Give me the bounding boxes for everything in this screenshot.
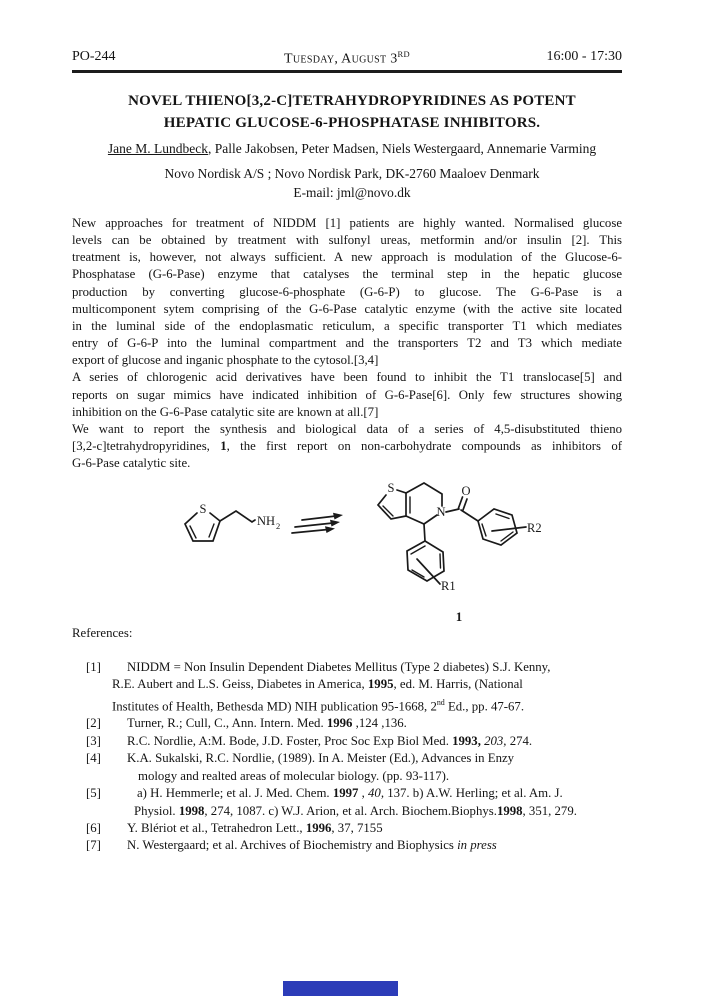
reference-label: [2] — [86, 716, 101, 731]
text-segment: We want to report the synthesis and biological data of a series of 4,5-disubstituted thieno — [72, 421, 622, 436]
text-line — [72, 266, 622, 283]
text-segment: Phosphatase (G-6-Pase) enzyme that catalyses the terminal step in the hepatic glucose — [72, 267, 622, 282]
text-segment: N. Westergaard; et al. Archives of Biochemistry and Biophysics — [127, 838, 458, 853]
ring-nitrogen-label: N — [436, 505, 446, 519]
text-line — [72, 369, 622, 386]
bottom-nav-bar[interactable] — [283, 981, 398, 996]
reference-item — [72, 659, 622, 715]
text-segment: 137. b) A.W. Herling; et al. Am. J. — [384, 786, 563, 801]
text-line — [72, 284, 622, 301]
product-sulfur-label: S — [387, 481, 395, 495]
reference-text — [127, 820, 622, 837]
text-segment: , — [358, 786, 369, 801]
text-segment: Institutes of Health, Bethesda MD) NIH publication 95-1668, 2 — [112, 699, 437, 714]
text-segment: 1998 — [496, 803, 523, 818]
title-line-2: HEPATIC GLUCOSE-6-PHOSPHATASE INHIBITORS. — [163, 115, 541, 131]
reference-label: [1] — [86, 660, 101, 674]
text-line — [72, 421, 622, 438]
reference-item — [72, 837, 622, 854]
text-segment: 1 — [220, 439, 227, 454]
text-line — [72, 318, 622, 335]
compound-number-label: 1 — [455, 609, 463, 624]
text-segment: Ed., pp. 47-67. — [444, 699, 525, 714]
text-segment: , 37, 7155 — [331, 820, 383, 835]
text-segment: 1996 — [326, 716, 353, 731]
text-line — [137, 785, 622, 802]
text-segment: Y. Blériot et al., Tetrahedron Lett., — [127, 820, 306, 835]
text-segment: ,124 ,136. — [352, 716, 407, 731]
text-segment: 1997 — [332, 786, 359, 801]
text-segment: in press — [457, 838, 497, 853]
affiliation-line: Novo Nordisk A/S ; Novo Nordisk Park, DK-2760 Maaloev Denmark — [164, 166, 540, 181]
text-segment: export of glucose and inganic phosphate to the cytosol.[3,4] — [72, 353, 379, 368]
text-segment: 274. — [506, 733, 533, 748]
text-segment: multicomponent sytem comprising of the G-6-Pase catalytic enzyme (with the active site located — [72, 301, 622, 316]
session-time: 16:00 - 17:30 — [546, 49, 622, 64]
text-line — [72, 404, 622, 421]
reference-item — [72, 785, 622, 820]
text-segment: 40, — [368, 786, 385, 801]
text-segment: 1995 — [367, 677, 394, 692]
text-line — [72, 352, 622, 369]
text-line — [134, 803, 622, 820]
session-date-main: Tuesday, August 3 — [284, 51, 398, 67]
text-segment: entry of G-6-P into the luminal compartment and the transporters T2 and T3 which mediate — [72, 336, 622, 351]
text-segment: Physiol. — [134, 803, 179, 818]
carbonyl-oxygen-label: O — [461, 484, 471, 498]
text-line — [127, 837, 622, 854]
reference-label: [4] — [86, 751, 101, 766]
text-segment: production by converting glucose-6-phosphate (G-6-P) to glucose. The G-6-Pase is a — [72, 284, 622, 299]
text-segment: treatment is, however, not always sufficient. A new approach is modulation of the Glucose-6- — [72, 250, 622, 265]
text-segment: [3,2-c]tetrahydropyridines, — [72, 439, 221, 454]
reaction-scheme — [60, 460, 640, 640]
reference-label: [6] — [86, 820, 101, 835]
text-segment: levels can be obtained by treatment with sulfonyl ureas, metformin and/or insulin [2]. This — [72, 233, 622, 248]
text-segment: 1998 — [178, 803, 205, 818]
text-segment: R.C. Nordlie, A:M. Bode, J.D. Foster, Proc Soc Exp Biol Med. — [127, 733, 453, 748]
text-line — [127, 733, 622, 750]
text-segment: 1993, — [452, 733, 481, 748]
text-line — [138, 768, 622, 785]
text-segment: Jane M. Lundbeck — [107, 141, 209, 156]
text-segment: a) H. Hemmerle; et al. J. Med. Chem. — [137, 786, 333, 801]
reference-label: [5] — [86, 786, 101, 801]
header-divider — [72, 70, 622, 73]
session-date — [72, 49, 622, 68]
text-segment: Turner, R.; Cull, C., Ann. Intern. Med. — [127, 716, 327, 731]
text-line — [72, 215, 622, 232]
reference-label: [7] — [86, 838, 101, 853]
reactant-sulfur-label: S — [199, 502, 207, 516]
text-line — [127, 659, 622, 676]
text-segment: 203, — [484, 733, 507, 748]
text-segment: NIDDM = Non Insulin Dependent Diabetes Mellitus (Type 2 diabetes) S.J. Kenny, — [127, 660, 551, 674]
r1-label: R1 — [441, 579, 456, 593]
references-heading: References: — [72, 626, 133, 640]
reference-text — [127, 837, 622, 854]
text-segment: , Palle Jakobsen, Peter Madsen, Niels Westergaard, Annemarie Varming — [208, 141, 597, 156]
page-header — [72, 49, 622, 69]
text-segment: A series of chlorogenic acid derivatives have been found to inhibit the T1 translocase[5] and — [72, 370, 622, 385]
text-line — [72, 335, 622, 352]
text-line — [72, 438, 622, 455]
text-line — [72, 232, 622, 249]
text-segment: R.E. Aubert and L.S. Geiss, Diabetes in America, — [112, 677, 368, 692]
text-line — [127, 820, 622, 837]
reference-label: [3] — [86, 733, 101, 748]
text-segment: reports on sugar mimics have indicated inhibition of G-6-Pase[6]. Only few structures showing — [72, 387, 622, 402]
reference-item — [72, 715, 622, 732]
text-segment: , 274, 1087. c) W.J. Arion, et al. Arch. Biochem.Biophys. — [204, 803, 497, 818]
reference-item — [72, 820, 622, 837]
scheme-bonds — [185, 483, 526, 584]
text-segment: K.A. Sukalski, R.C. Nordlie, (1989). In A. Meister (Ed.), Advances in Enzy — [127, 751, 515, 766]
text-line — [72, 301, 622, 318]
text-line — [127, 715, 622, 732]
amine-subscript: 2 — [276, 521, 281, 531]
reference-text — [127, 715, 622, 732]
reference-item — [72, 750, 622, 785]
reference-text — [127, 733, 622, 750]
title-line-1: NOVEL THIENO[3,2-C]TETRAHYDROPYRIDINES AS POTENT — [128, 93, 576, 109]
text-segment: , ed. M. Harris, (National — [393, 677, 523, 692]
text-line — [112, 694, 622, 716]
text-segment: , the first report on non-carbohydrate compounds as inhibitors of — [226, 439, 622, 454]
reference-text — [127, 785, 622, 820]
text-line — [112, 676, 622, 693]
text-line — [72, 387, 622, 404]
text-segment: 1996 — [305, 820, 332, 835]
email-line: E-mail: jml@novo.dk — [293, 185, 411, 200]
text-segment: mology and realted areas of molecular biology. (pp. 93-117). — [138, 768, 450, 783]
authors-line — [52, 141, 652, 157]
text-segment: inhibition on the G-6-Pase catalytic site are known at all.[7] — [72, 404, 379, 419]
text-segment: New approaches for treatment of NIDDM [1] patients are highly wanted. Normalised glucose — [72, 216, 622, 230]
amine-label: NH — [257, 514, 276, 528]
text-line — [127, 750, 622, 767]
r2-label: R2 — [527, 521, 542, 535]
reference-item — [72, 733, 622, 750]
text-line — [72, 249, 622, 266]
text-segment: nd — [436, 697, 445, 707]
reference-text — [127, 750, 622, 785]
references-list — [72, 659, 622, 855]
abstract-body — [72, 215, 622, 472]
text-segment: in the luminal side of the endoplasmatic reticulum, a specific transporter T1 which mediates — [72, 318, 622, 333]
text-segment: G-6-Pase catalytic site. — [72, 456, 191, 471]
reference-text — [112, 659, 622, 715]
page-title — [62, 90, 642, 134]
text-segment: , 351, 279. — [522, 803, 577, 818]
session-code: PO-244 — [72, 49, 116, 64]
session-date-ordinal: RD — [397, 49, 410, 59]
